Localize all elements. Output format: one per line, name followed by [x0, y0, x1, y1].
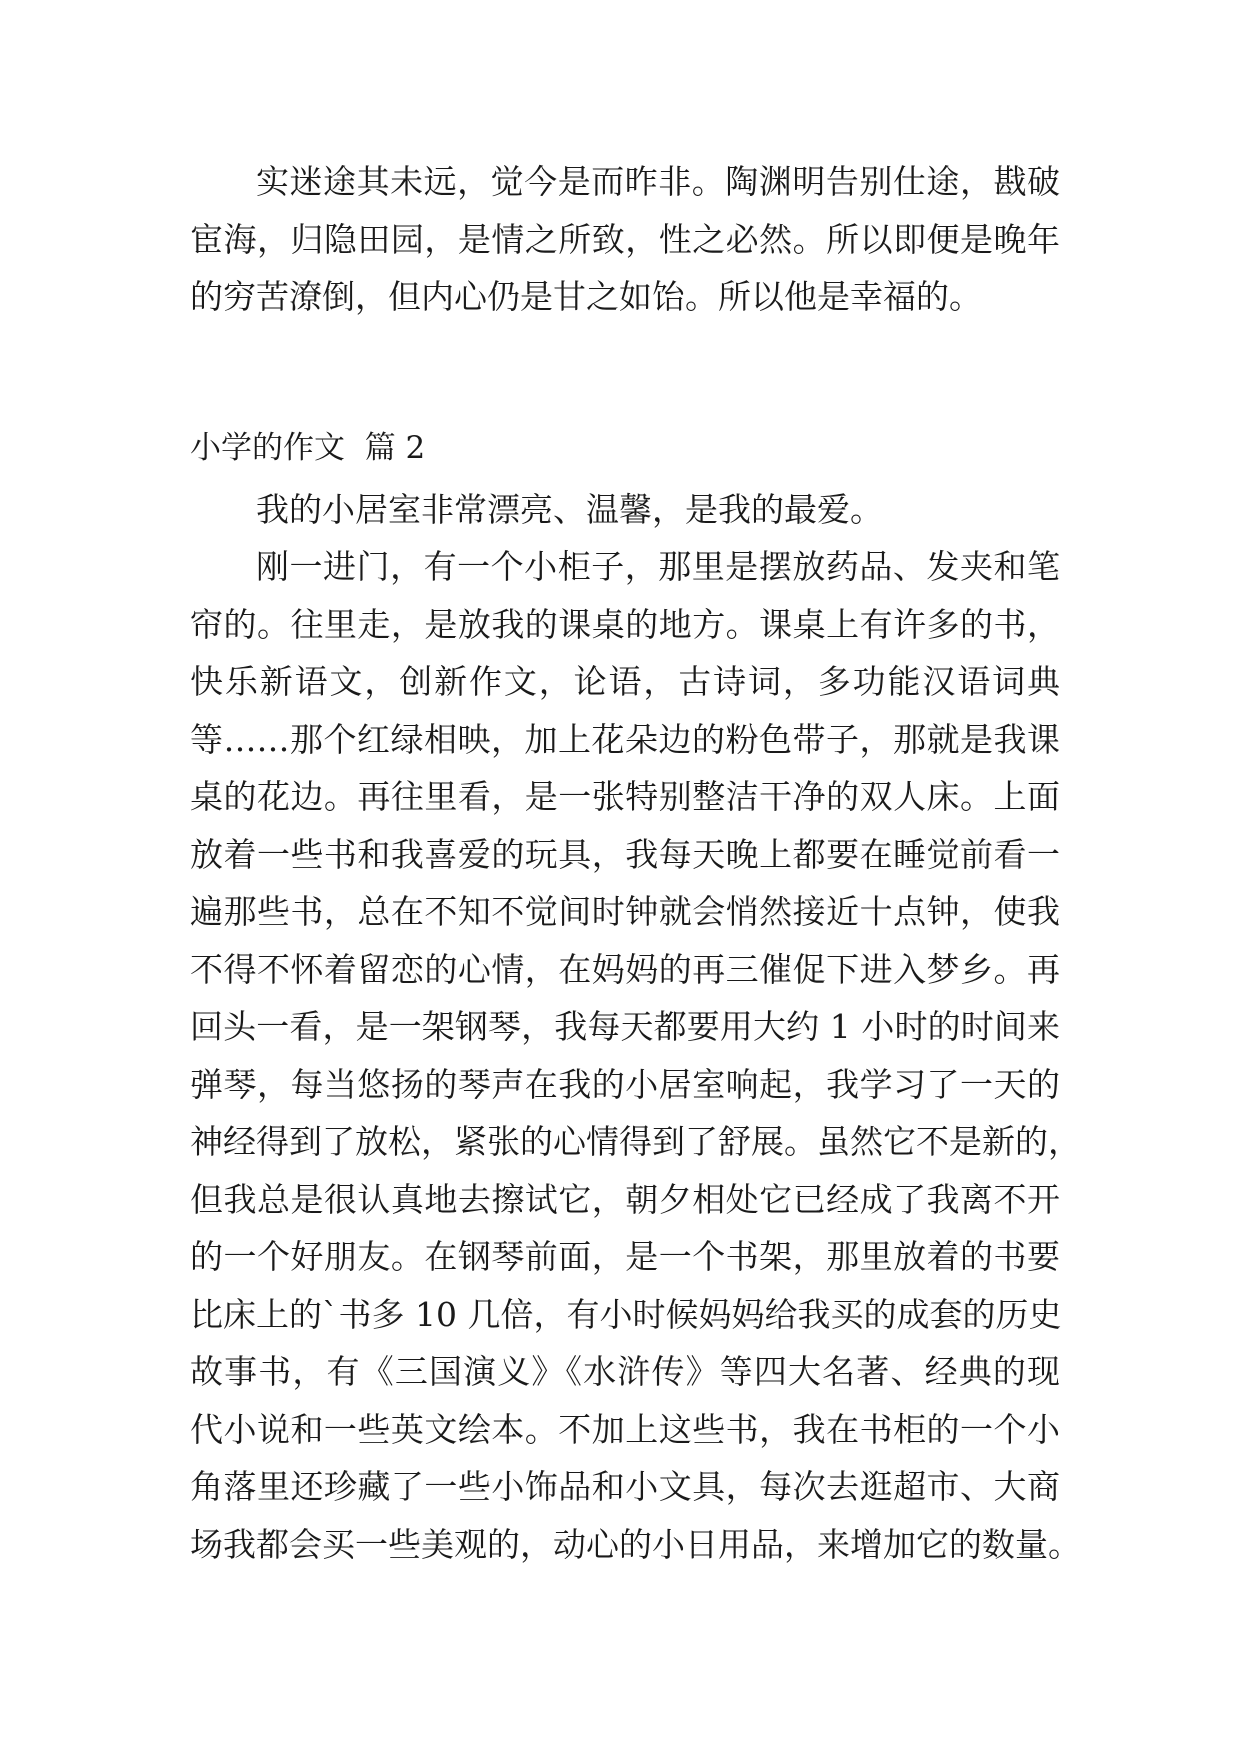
- text-line: 放着一些书和我喜爱的玩具，我每天晚上都要在睡觉前看一: [190, 834, 1060, 874]
- document-body: [190, 153, 1081, 1573]
- text-line: 弹琴，每当悠扬的琴声在我的小居室响起，我学习了一天的: [190, 1064, 1060, 1104]
- paragraph-tao-yuanming: [190, 153, 1060, 326]
- paragraph-intro: [190, 481, 1060, 539]
- text-line: 回头一看，是一架钢琴，我每天都要用大约 1 小时的时间来: [190, 1007, 1060, 1046]
- text-line: 代小说和一些英文绘本。不加上这些书，我在书柜的一个小: [190, 1409, 1060, 1449]
- text-line: 实迷途其未远，觉今是而昨非。陶渊明告别仕途，戡破: [256, 162, 1060, 201]
- text-line: 的穷苦潦倒，但内心仍是甘之如饴。所以他是幸福的。: [190, 277, 982, 316]
- text-line: 刚一进门，有一个小柜子，那里是摆放药品、发夹和笔: [256, 547, 1060, 586]
- text-line: 故事书，有《三国演义》《水浒传》等四大名著、经典的现: [190, 1352, 1060, 1391]
- text-line: 遍那些书，总在不知不觉间时钟就会悄然接近十点钟，使我: [190, 892, 1060, 931]
- text-line: 角落里还珍藏了一些小饰品和小文具，每次去逛超市、大商: [190, 1467, 1060, 1506]
- section-heading: 小学的作文 篇 2: [190, 429, 426, 466]
- text-line: 神经得到了放松，紧张的心情得到了舒展。虽然它不是新的，: [190, 1122, 1081, 1161]
- text-line: 帘的。往里走，是放我的课桌的地方。课桌上有许多的书，: [190, 604, 1060, 644]
- text-line: 场我都会买一些美观的，动心的小日用品，来增加它的数量。: [190, 1524, 1081, 1564]
- text-line: 比床上的`书多 10 几倍，有小时候妈妈给我买的成套的历史: [190, 1294, 1062, 1334]
- text-line: 桌的花边。再往里看，是一张特别整洁干净的双人床。上面: [190, 777, 1060, 816]
- text-line: 但我总是很认真地去擦试它，朝夕相处它已经成了我离不开: [190, 1179, 1060, 1219]
- text-line: 我的小居室非常漂亮、温馨，是我的最爱。: [256, 489, 883, 529]
- text-line: 等……那个红绿相映，加上花朵边的粉色带子，那就是我课: [190, 719, 1060, 759]
- text-line: 宦海，归隐田园，是情之所致，性之必然。所以即便是晚年: [190, 219, 1060, 259]
- text-line: 快乐新语文，创新作文，论语，古诗词，多功能汉语词典: [190, 662, 1060, 701]
- text-line: 的一个好朋友。在钢琴前面，是一个书架，那里放着的书要: [190, 1237, 1060, 1276]
- paragraph-room-description: [190, 538, 1081, 1573]
- text-line: 不得不怀着留恋的心情，在妈妈的再三催促下进入梦乡。再: [190, 949, 1060, 989]
